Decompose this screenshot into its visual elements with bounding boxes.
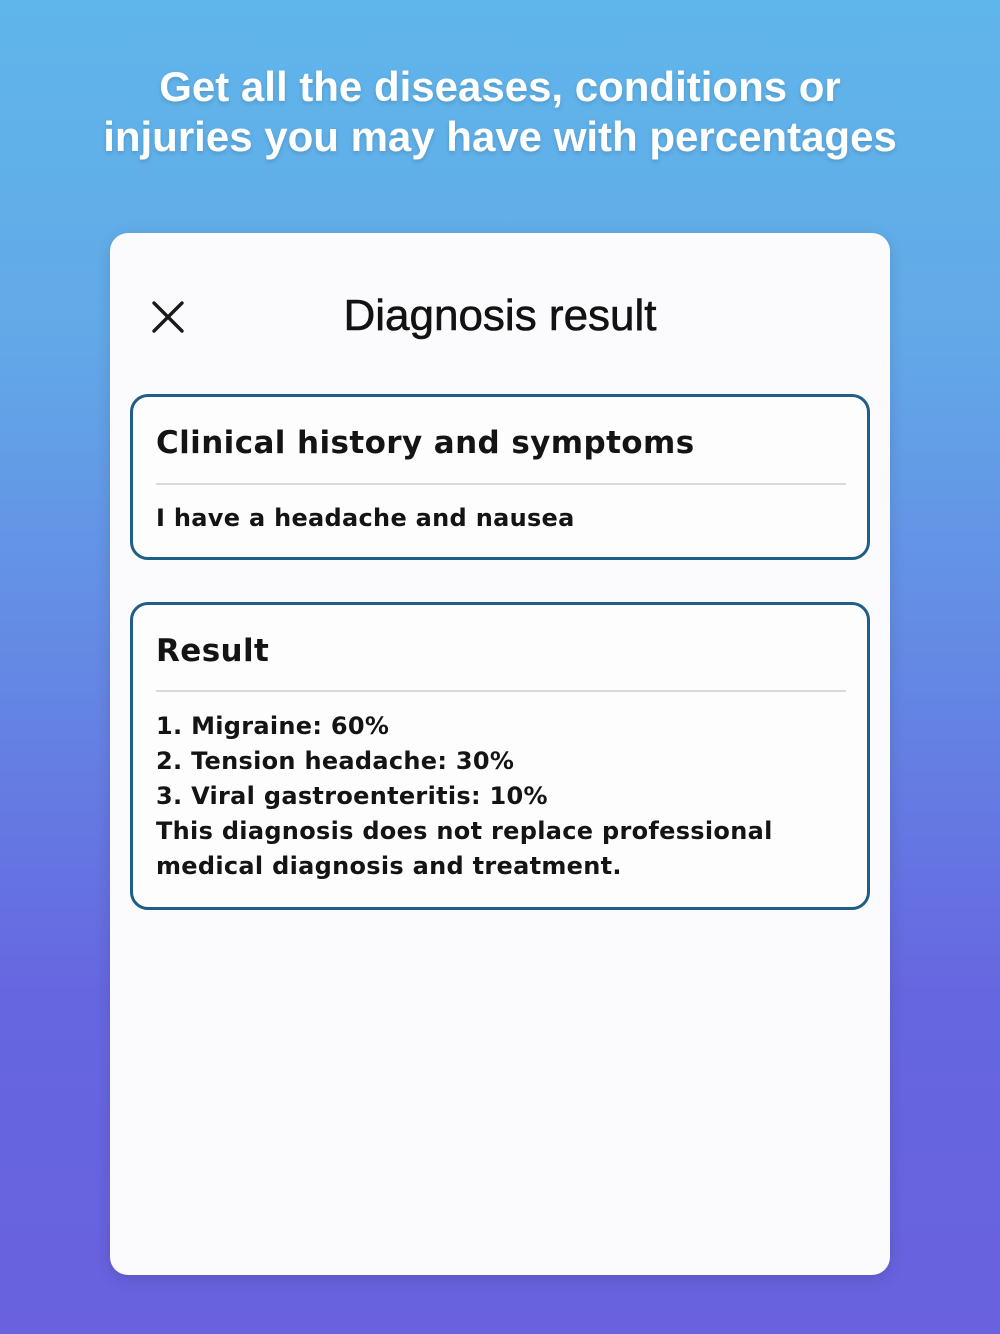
result-list (156, 709, 773, 884)
result-item: 1. Migraine: 60% (156, 712, 390, 740)
result-item: 3. Viral gastroenteritis: 10% (156, 782, 548, 810)
clinical-history-card (130, 394, 870, 560)
clinical-history-text (156, 501, 575, 536)
disclaimer-line: medical diagnosis and treatment. (156, 852, 622, 880)
clinical-history-heading: Clinical history and symptoms (156, 425, 695, 461)
result-item: 2. Tension headache: 30% (156, 747, 515, 775)
promo-headline-line-2: injuries you may have with percentages (103, 113, 897, 160)
promo-headline-line-1: Get all the diseases, conditions or (159, 63, 841, 110)
dialog-title: Diagnosis result (343, 291, 657, 340)
result-card (130, 602, 870, 910)
disclaimer-line: This diagnosis does not replace professional (156, 817, 773, 845)
symptoms-text: I have a headache and nausea (156, 504, 575, 532)
diagnosis-result-dialog (110, 233, 890, 1275)
divider (156, 690, 846, 692)
promo-headline (0, 62, 1000, 162)
divider (156, 483, 846, 485)
result-heading: Result (156, 633, 270, 669)
